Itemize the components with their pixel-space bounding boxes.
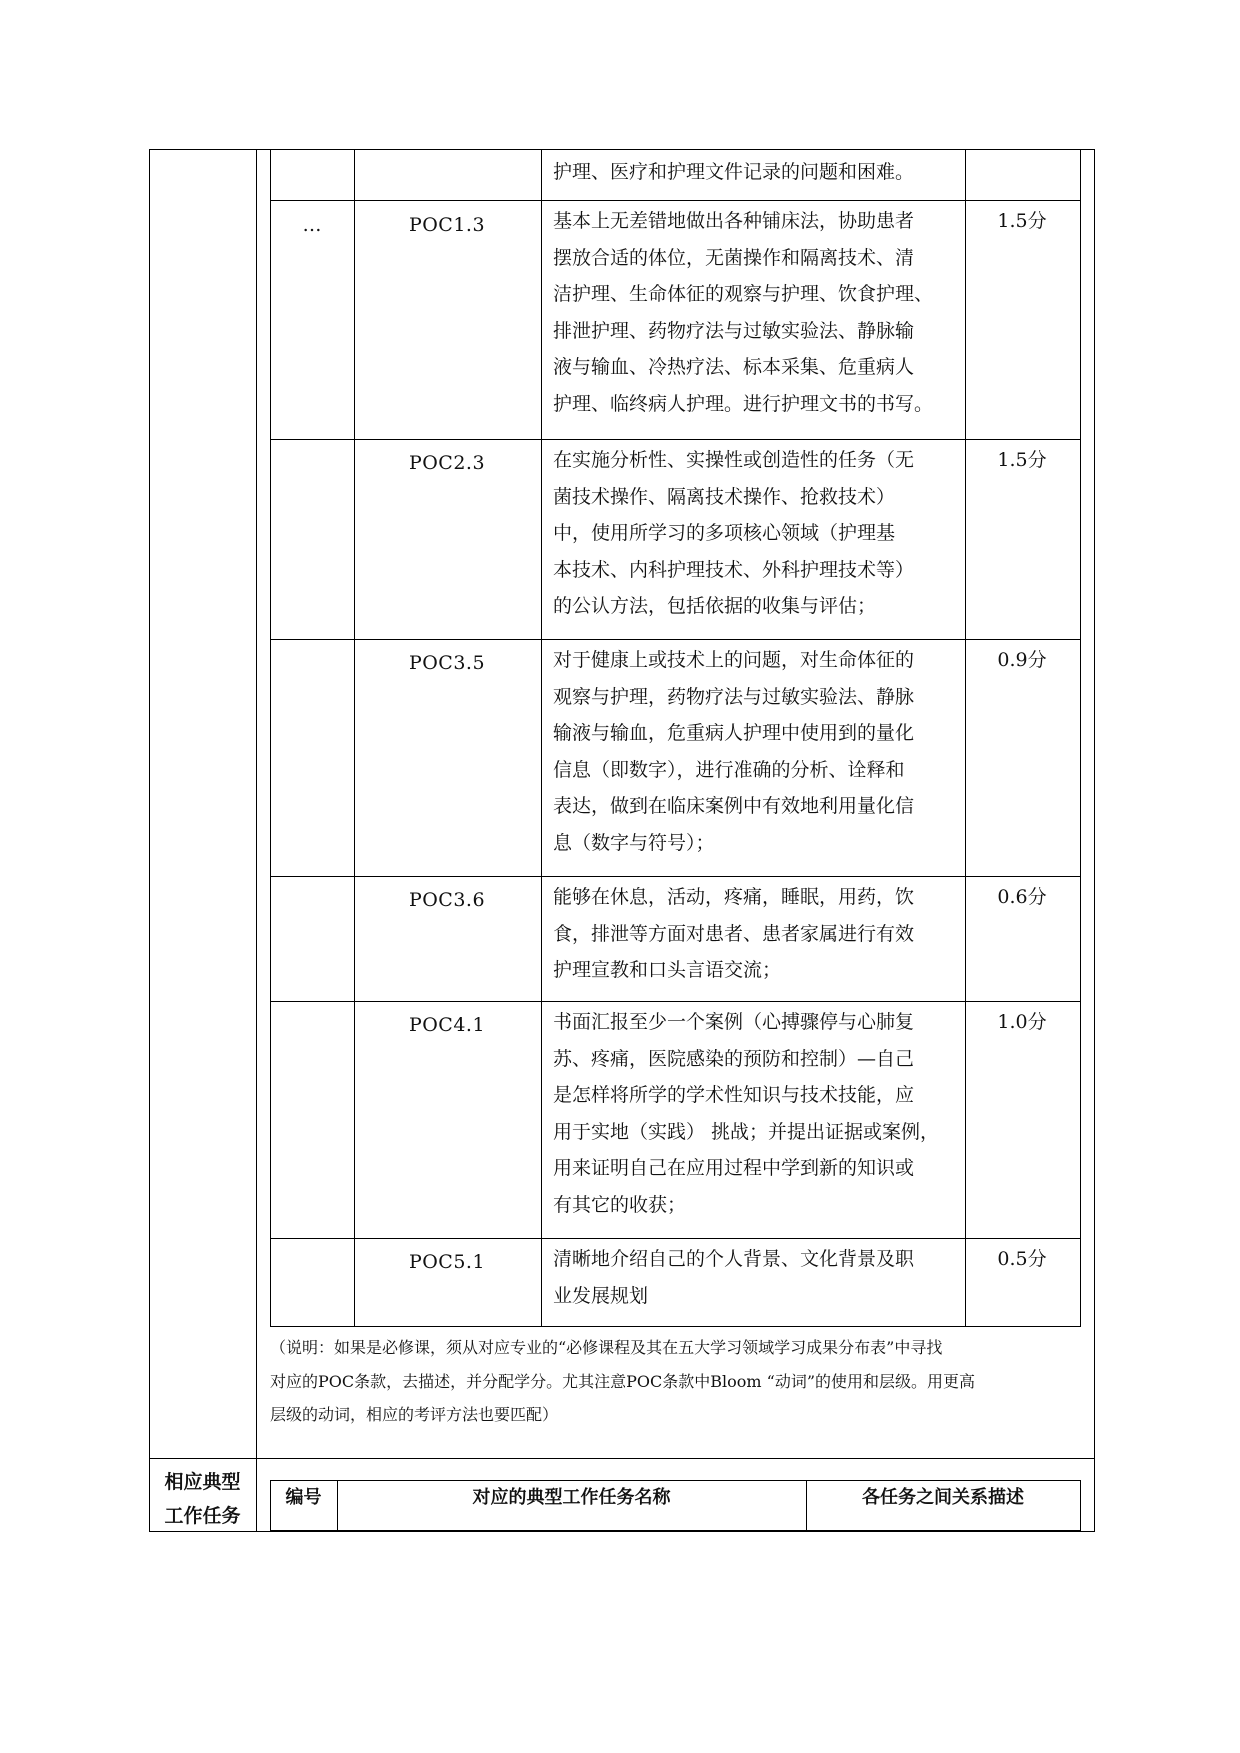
table-row-desc: 书面汇报至少一个案例（心搏骤停与心肺复 苏、疼痛，医院感染的预防和控制）—自己 是怎样将所学的学术性知识与技术技能，应 用于实地（实践） 挑战；并提出证据或案例， 用来证明自己在应用过程中学到新的知识或 有其它的收获； xyxy=(553,1011,940,1216)
score: 1.5分 xyxy=(997,210,1047,232)
table-row-desc: 护理、医疗和护理文件记录的问题和困难。 xyxy=(553,161,915,183)
score: 1.5分 xyxy=(997,449,1047,471)
label-column-divider xyxy=(256,149,257,1532)
section-label: 相应典型 工作任务 xyxy=(164,1471,241,1527)
table-row-desc: 对于健康上或技术上的问题，对生命体征的 观察与护理，药物疗法与过敏实验法、静脉 输液与输血，危重病人护理中使用到的量化 信息（即数字），进行准确的分析、诠释和 表达，做到在临床案例中有效地利用量化信 息（数字与符号）； xyxy=(553,649,915,854)
score: 0.6分 xyxy=(997,886,1047,908)
table-row-desc: 基本上无差错地做出各种铺床法，协助患者 摆放合适的体位，无菌操作和隔离技术、清 洁护理、生命体征的观察与护理、饮食护理、 排泄护理、药物疗法与过敏实验法、静脉输 液与输血、冷热疗法、标本采集、危重病人 护理、临终病人护理。进行护理文书的书写。 xyxy=(553,210,934,415)
table-row-desc: 清晰地介绍自己的个人背景、文化背景及职 业发展规划 xyxy=(553,1248,915,1307)
section-divider xyxy=(149,1458,1095,1459)
note-paragraph: （说明：如果是必修课，须从对应专业的“必修课程及其在五大学习领域学习成果分布表”中寻找 对应的POC条款，去描述，并分配学分。尤其注意POC条款中Bloom “动词”的使用和层级。用更高 层级的动词，相应的考评方法也要匹配） xyxy=(270,1338,976,1424)
poc-code: POC3.5 xyxy=(408,652,486,674)
table-row-desc: 在实施分析性、实操性或创造性的任务（无 菌技术操作、隔离技术操作、抢救技术） 中，使用所学习的多项核心领域（护理基 本技术、内科护理技术、外科护理技术等） 的公认方法，包括依据的收集与评估； xyxy=(553,449,915,618)
col-header-task-name: 对应的典型工作任务名称 xyxy=(472,1487,671,1508)
poc-code: POC3.6 xyxy=(408,889,486,911)
score: 1.0分 xyxy=(997,1011,1047,1033)
col-header-relation: 各任务之间关系描述 xyxy=(862,1487,1024,1508)
poc-code: POC2.3 xyxy=(408,452,486,474)
score: 0.5分 xyxy=(997,1248,1047,1270)
table-row-desc: 能够在休息，活动，疼痛，睡眠，用药，饮 食，排泄等方面对患者、患者家属进行有效 护理宣教和口头言语交流； xyxy=(553,886,915,982)
ellipsis-marker: … xyxy=(302,214,322,236)
poc-code: POC4.1 xyxy=(408,1014,486,1036)
poc-code: POC1.3 xyxy=(408,214,486,236)
poc-code: POC5.1 xyxy=(408,1251,486,1273)
score: 0.9分 xyxy=(997,649,1047,671)
col-header-number: 编号 xyxy=(285,1487,322,1508)
